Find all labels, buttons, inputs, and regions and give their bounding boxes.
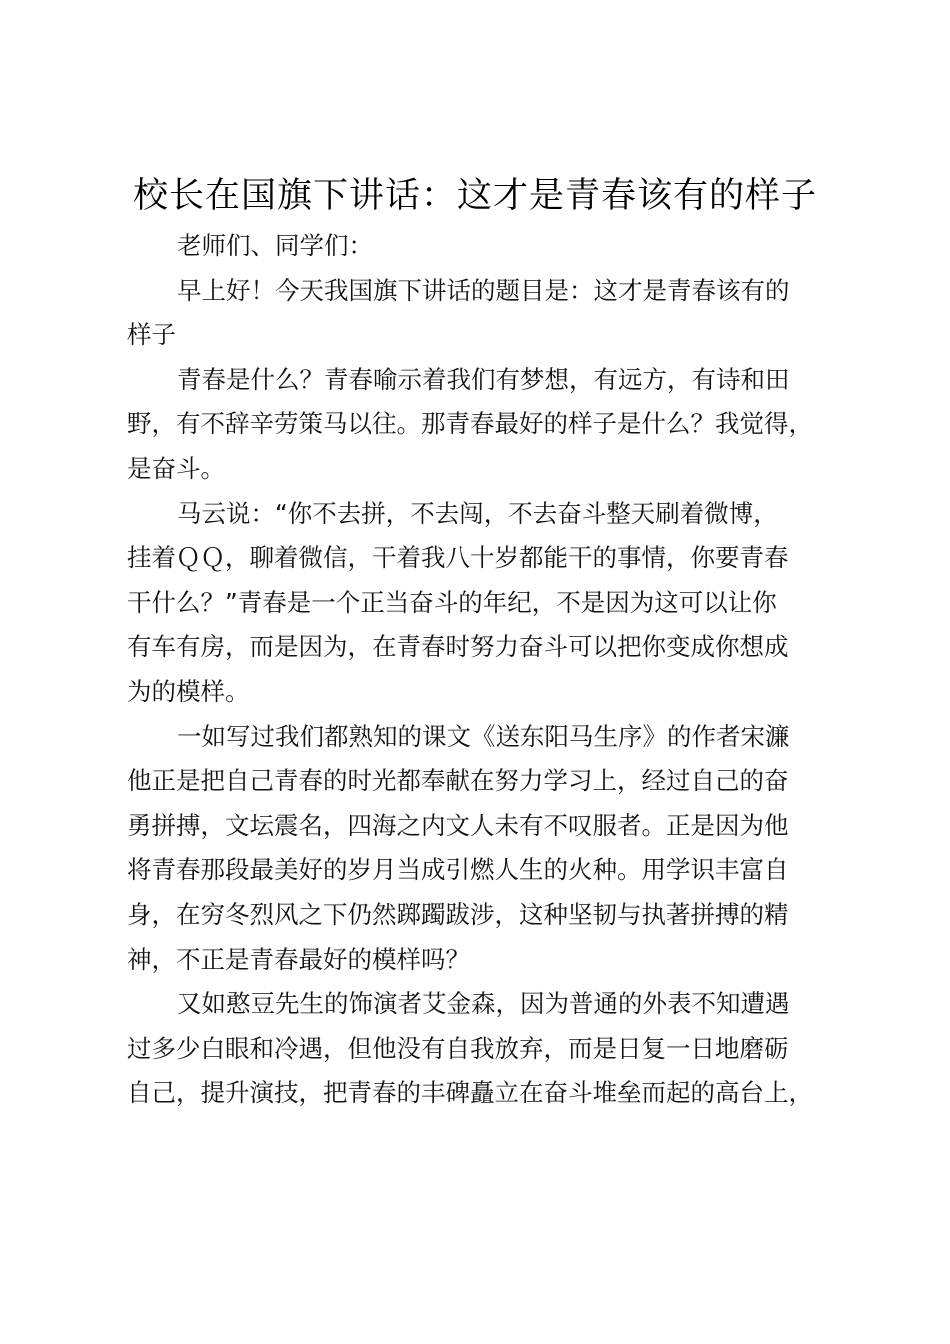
paragraph-line: 青春是什么？青春喻示着我们有梦想，有远方，有诗和田 (177, 364, 790, 394)
paragraph-line: 马云说：“你不去拼，不去闯，不去奋斗整天刷着微博， (177, 498, 778, 528)
paragraph-line: 过多少白眼和冷遇，但他没有自我放弃，而是日复一日地磨砺 (127, 1033, 789, 1063)
document-body (127, 224, 843, 1116)
paragraph-line: 又如憨豆先生的饰演者艾金森，因为普通的外表不知遭遇 (177, 989, 790, 1019)
paragraph-line: 干什么？”青春是一个正当奋斗的年纪，不是因为这可以让你 (127, 587, 777, 617)
paragraph-line: 样子 (127, 320, 176, 350)
paragraph-line: 一如写过我们都熟知的课文《送东阳马生序》的作者宋濂 (177, 721, 790, 751)
paragraph-line: 自己，提升演技，把青春的丰碑矗立在奋斗堆垒而起的高台上， (127, 1078, 813, 1108)
paragraph-line: 为的模样。 (127, 676, 250, 706)
paragraph-line: 早上好！今天我国旗下讲话的题目是：这才是青春该有的 (177, 275, 790, 305)
paragraph-line: 将青春那段最美好的岁月当成引燃人生的火种。用学识丰富自 (127, 855, 789, 885)
paragraph-line: 神，不正是青春最好的模样吗？ (127, 944, 470, 974)
paragraph-line: 野，有不辞辛劳策马以往。那青春最好的样子是什么？我觉得， (127, 409, 813, 439)
document-title: 校长在国旗下讲话：这才是青春该有的样子 (132, 176, 817, 216)
paragraph-line: 他正是把自己青春的时光都奉献在努力学习上，经过自己的奋 (127, 766, 789, 796)
salutation-line: 老师们、同学们： (177, 231, 373, 260)
paragraph-line: 是奋斗。 (127, 453, 225, 483)
paragraph-line: 勇拼搏，文坛震名，四海之内文人未有不叹服者。正是因为他 (127, 810, 789, 840)
paragraph-line: 挂着ＱＱ，聊着微信，干着我八十岁都能干的事情，你要青春 (127, 543, 789, 573)
paragraph-line: 有车有房，而是因为，在青春时努力奋斗可以把你变成你想成 (127, 632, 789, 662)
paragraph-line: 身，在穷冬烈风之下仍然踯躅跋涉，这种坚韧与执著拼搏的精 (127, 899, 789, 929)
